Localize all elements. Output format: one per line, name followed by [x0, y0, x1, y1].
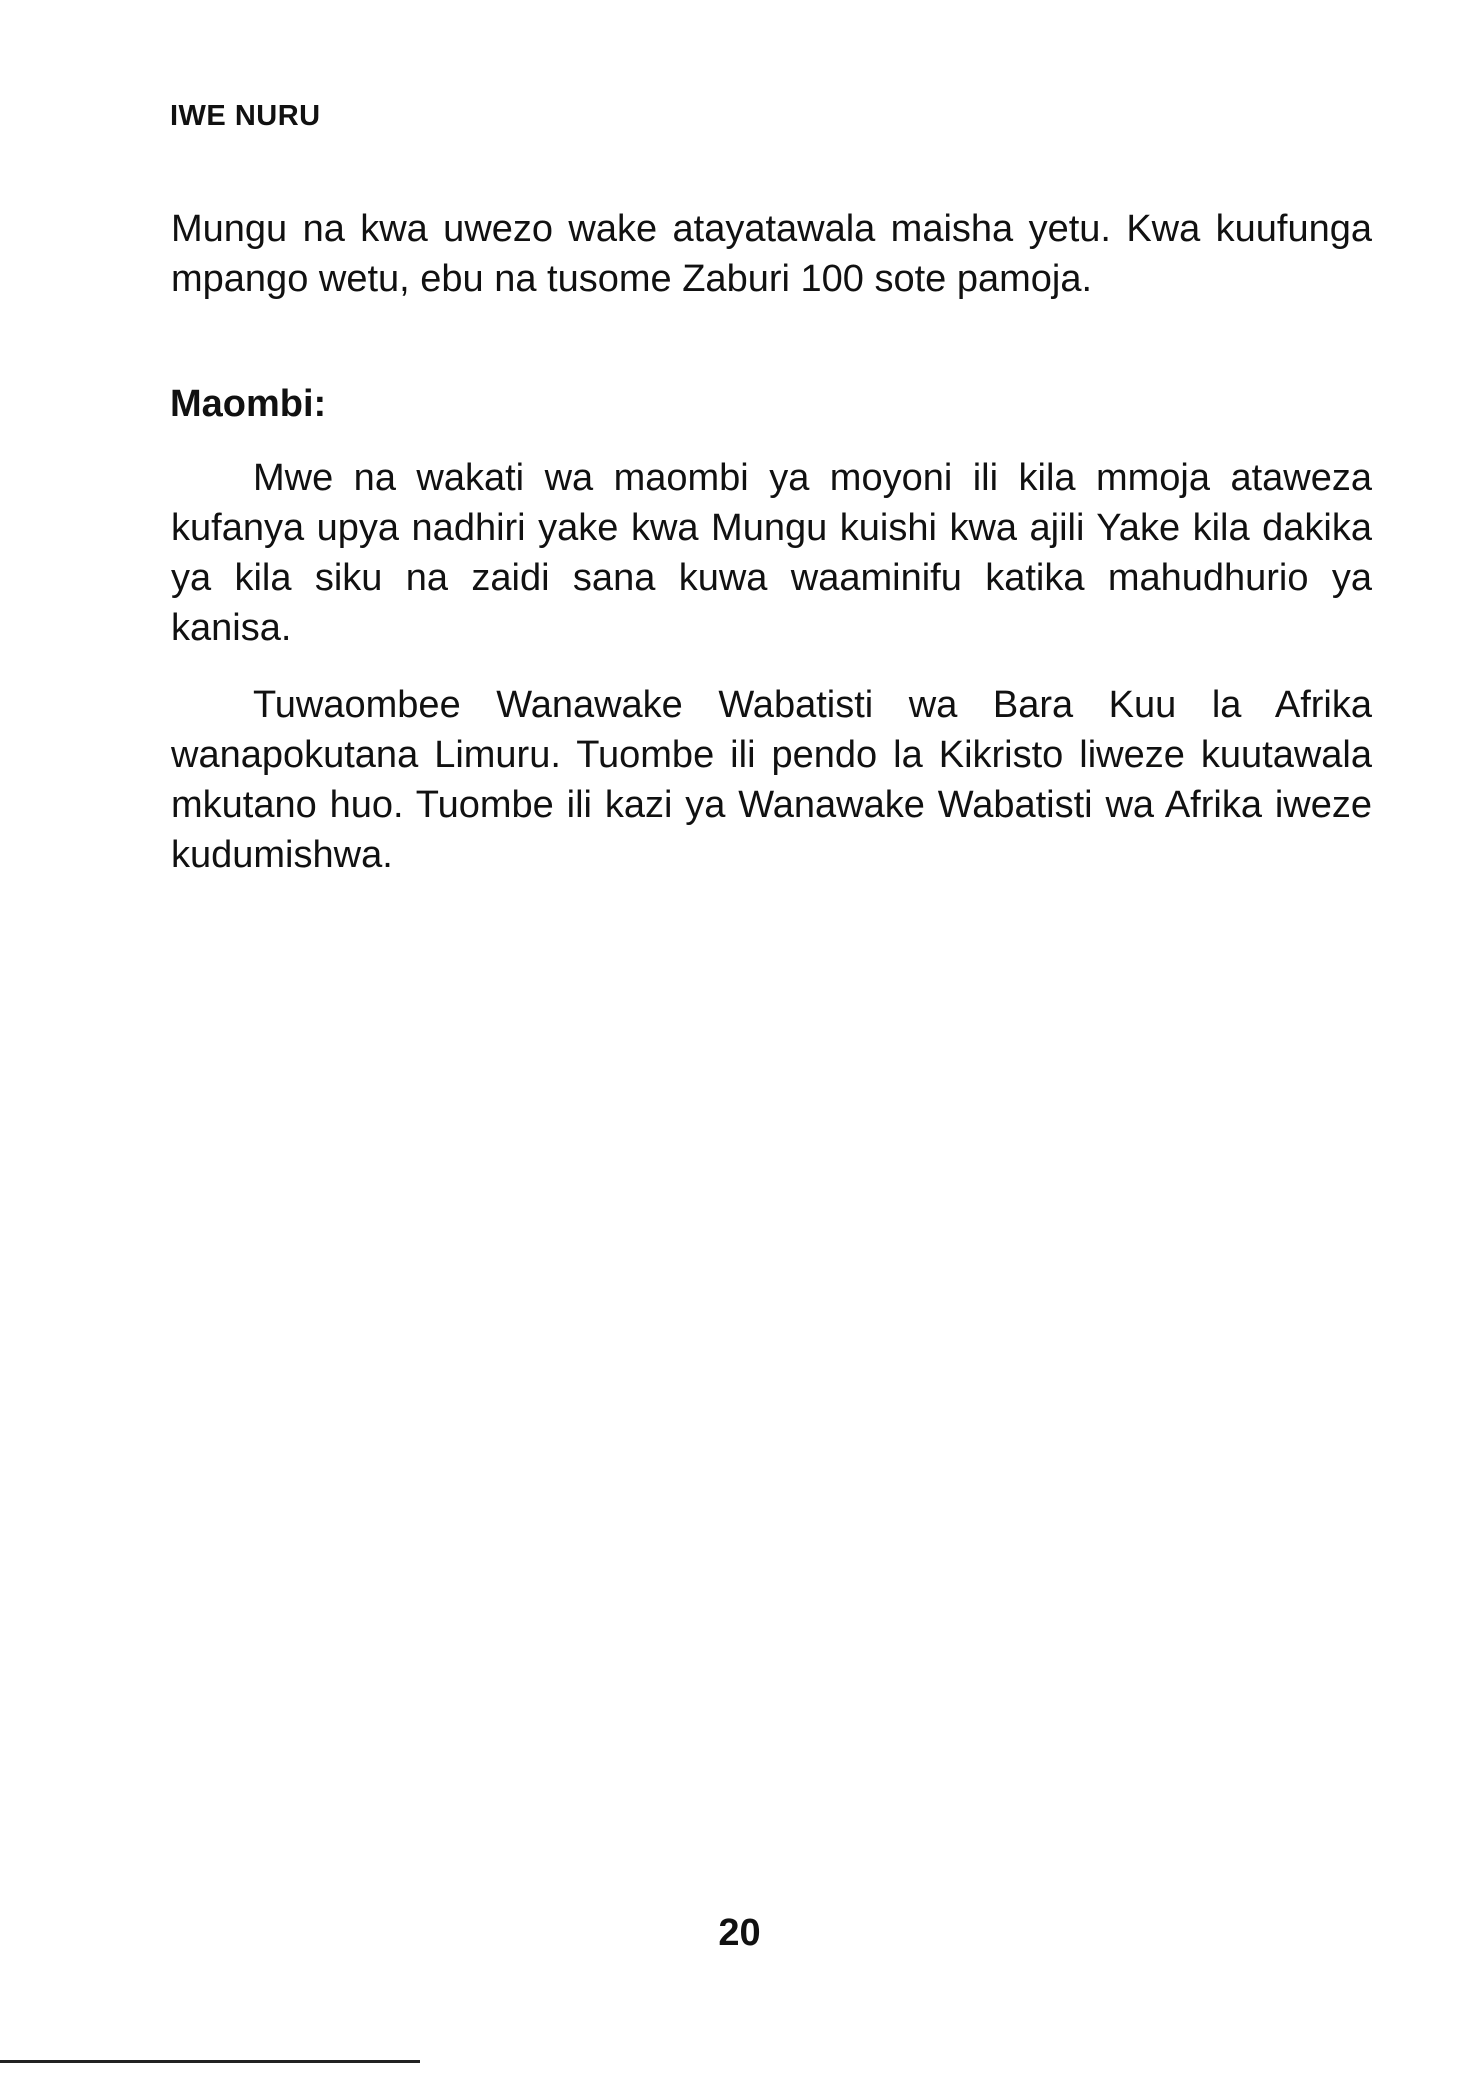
- paragraph-1: Mungu na kwa uwezo wake atayatawala maisha yetu. Kwa kuufunga mpango wetu, ebu na tusome Zaburi 100 sote pamoja.: [171, 208, 1372, 300]
- section-heading: Maombi:: [170, 383, 327, 425]
- page-number: 20: [718, 1912, 761, 1954]
- running-header: IWE NURU: [170, 100, 321, 132]
- paragraph-3: Tuwaombee Wanawake Wabatisti wa Bara Kuu la Afrika wanapokutana Limuru. Tuombe ili pendo la Kikristo liweze kuutawala mkutano huo. Tuombe ili kazi ya Wanawake Wabatisti wa Afrika iweze kudumishwa.: [171, 684, 1372, 876]
- paragraph-2: Mwe na wakati wa maombi ya moyoni ili kila mmoja ataweza kufanya upya nadhiri yake kwa Mungu kuishi kwa ajili Yake kila dakika ya kila siku na zaidi sana kuwa waaminifu katika mahudhurio ya kanisa.: [171, 457, 1372, 649]
- bottom-rule: [0, 2060, 420, 2063]
